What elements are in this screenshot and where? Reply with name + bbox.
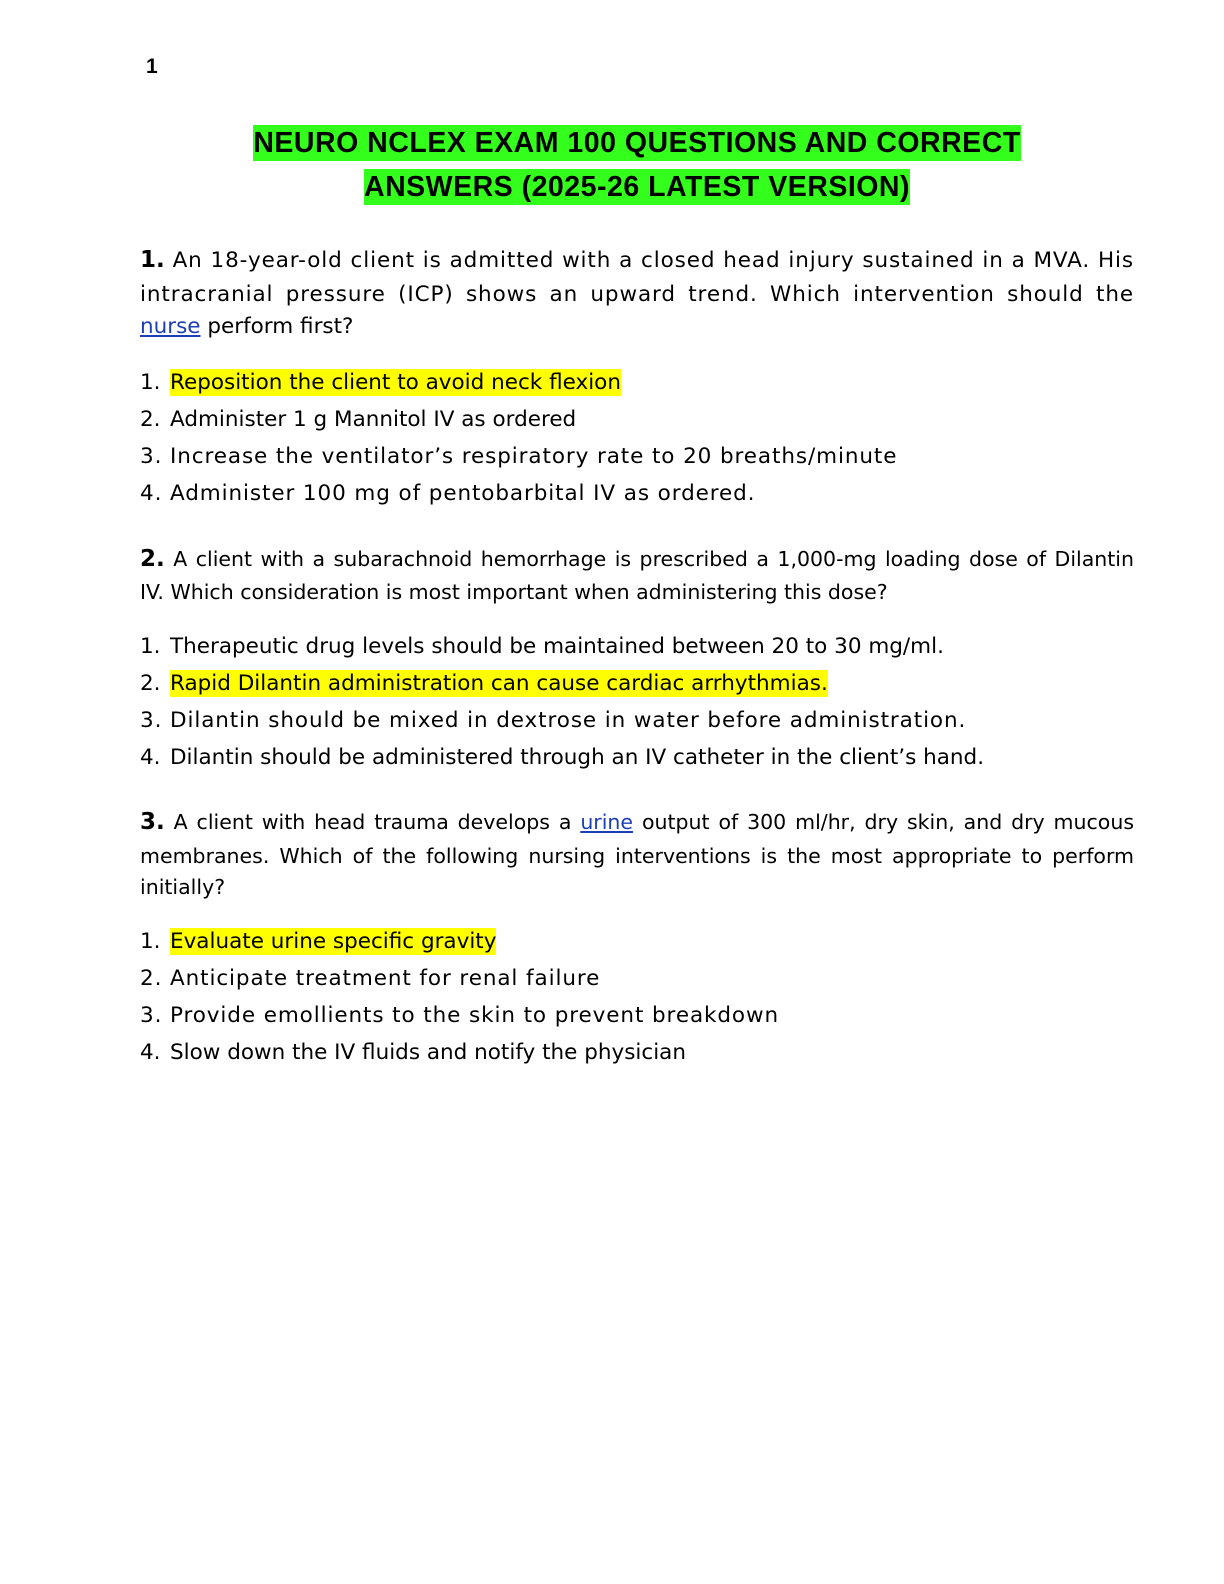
question-number: 3. <box>140 809 165 836</box>
list-item[interactable] <box>140 440 1134 475</box>
list-item[interactable] <box>140 477 1134 512</box>
option-number: 4. <box>140 480 163 506</box>
option-list <box>140 366 1134 511</box>
inline-link-urine[interactable]: urine <box>580 810 634 835</box>
option-number: 1. <box>140 634 161 660</box>
question-stem-part-1: An 18-year-old client is admitted with a closed head injury sustained in a MVA. His intracranial pressure (ICP) shows an upward trend. Which intervention should the <box>140 248 1134 307</box>
option-number: 1. <box>140 929 161 955</box>
option-list <box>140 925 1134 1070</box>
option-label: Increase the ventilator’s respiratory rate to 20 breaths/minute <box>170 443 898 469</box>
option-label: Provide emollients to the skin to prevent breakdown <box>170 1003 779 1029</box>
question-stem-part-1: A client with head trauma develops a <box>164 810 581 835</box>
question-stem-part-2: output of 300 ml/hr, dry skin, and dry mucous membranes. Which of the following nursing interventions is the most appropriate to perform initially? <box>140 810 1135 900</box>
option-list <box>140 630 1134 775</box>
list-item[interactable] <box>140 1036 1134 1071</box>
question-stem <box>140 542 1134 609</box>
list-item[interactable] <box>140 403 1134 438</box>
inline-link-nurse[interactable]: nurse <box>140 314 201 340</box>
question-stem <box>140 805 1134 903</box>
question-stem <box>140 243 1134 344</box>
question-stem-part-1: A client with a subarachnoid hemorrhage is prescribed a 1,000-mg loading dose of Dilantin IV. Which consideration is most important when administering this dose? <box>140 546 1134 604</box>
page-title <box>180 121 1094 209</box>
option-label: Rapid Dilantin administration can cause cardiac arrhythmias. <box>170 671 828 696</box>
question-number: 1. <box>140 247 165 274</box>
option-number: 3. <box>140 707 163 733</box>
option-label: Slow down the IV fluids and notify the physician <box>170 1039 686 1065</box>
list-item[interactable] <box>140 667 1134 702</box>
option-number: 3. <box>140 443 163 469</box>
option-label: Anticipate treatment for renal failure <box>170 966 601 992</box>
option-number: 4. <box>140 744 161 770</box>
question-number: 2. <box>140 545 165 572</box>
list-item[interactable] <box>140 925 1134 960</box>
option-label: Dilantin should be mixed in dextrose in water before administration. <box>170 707 967 733</box>
option-label: Therapeutic drug levels should be maintained between 20 to 30 mg/ml. <box>170 634 944 660</box>
question-block <box>140 542 1134 776</box>
list-item[interactable] <box>140 999 1134 1034</box>
option-number: 2. <box>140 671 161 696</box>
option-label: Evaluate urine specific gravity <box>170 929 497 955</box>
question-block <box>140 805 1134 1070</box>
option-label: Dilantin should be administered through an IV catheter in the client’s hand. <box>170 744 985 770</box>
list-item[interactable] <box>140 741 1134 776</box>
page-title-line-1: NEURO NCLEX EXAM 100 QUESTIONS AND CORRECT <box>253 127 1021 159</box>
option-label: Administer 1 g Mannitol IV as ordered <box>170 407 577 433</box>
option-number: 1. <box>140 370 161 396</box>
option-number: 2. <box>140 407 161 433</box>
list-item[interactable] <box>140 962 1134 997</box>
list-item[interactable] <box>140 704 1134 739</box>
option-label: Reposition the client to avoid neck flexion <box>170 370 621 396</box>
list-item[interactable] <box>140 630 1134 665</box>
option-number: 4. <box>140 1039 161 1065</box>
question-block <box>140 243 1134 511</box>
option-number: 2. <box>140 966 163 992</box>
list-item[interactable] <box>140 366 1134 401</box>
page-title-line-2: ANSWERS (2025-26 LATEST VERSION) <box>364 171 910 204</box>
question-stem-part-2: perform first? <box>200 314 354 340</box>
option-number: 3. <box>140 1003 163 1029</box>
page-number: 1 <box>146 55 158 78</box>
option-label: Administer 100 mg of pentobarbital IV as ordered. <box>170 480 756 506</box>
